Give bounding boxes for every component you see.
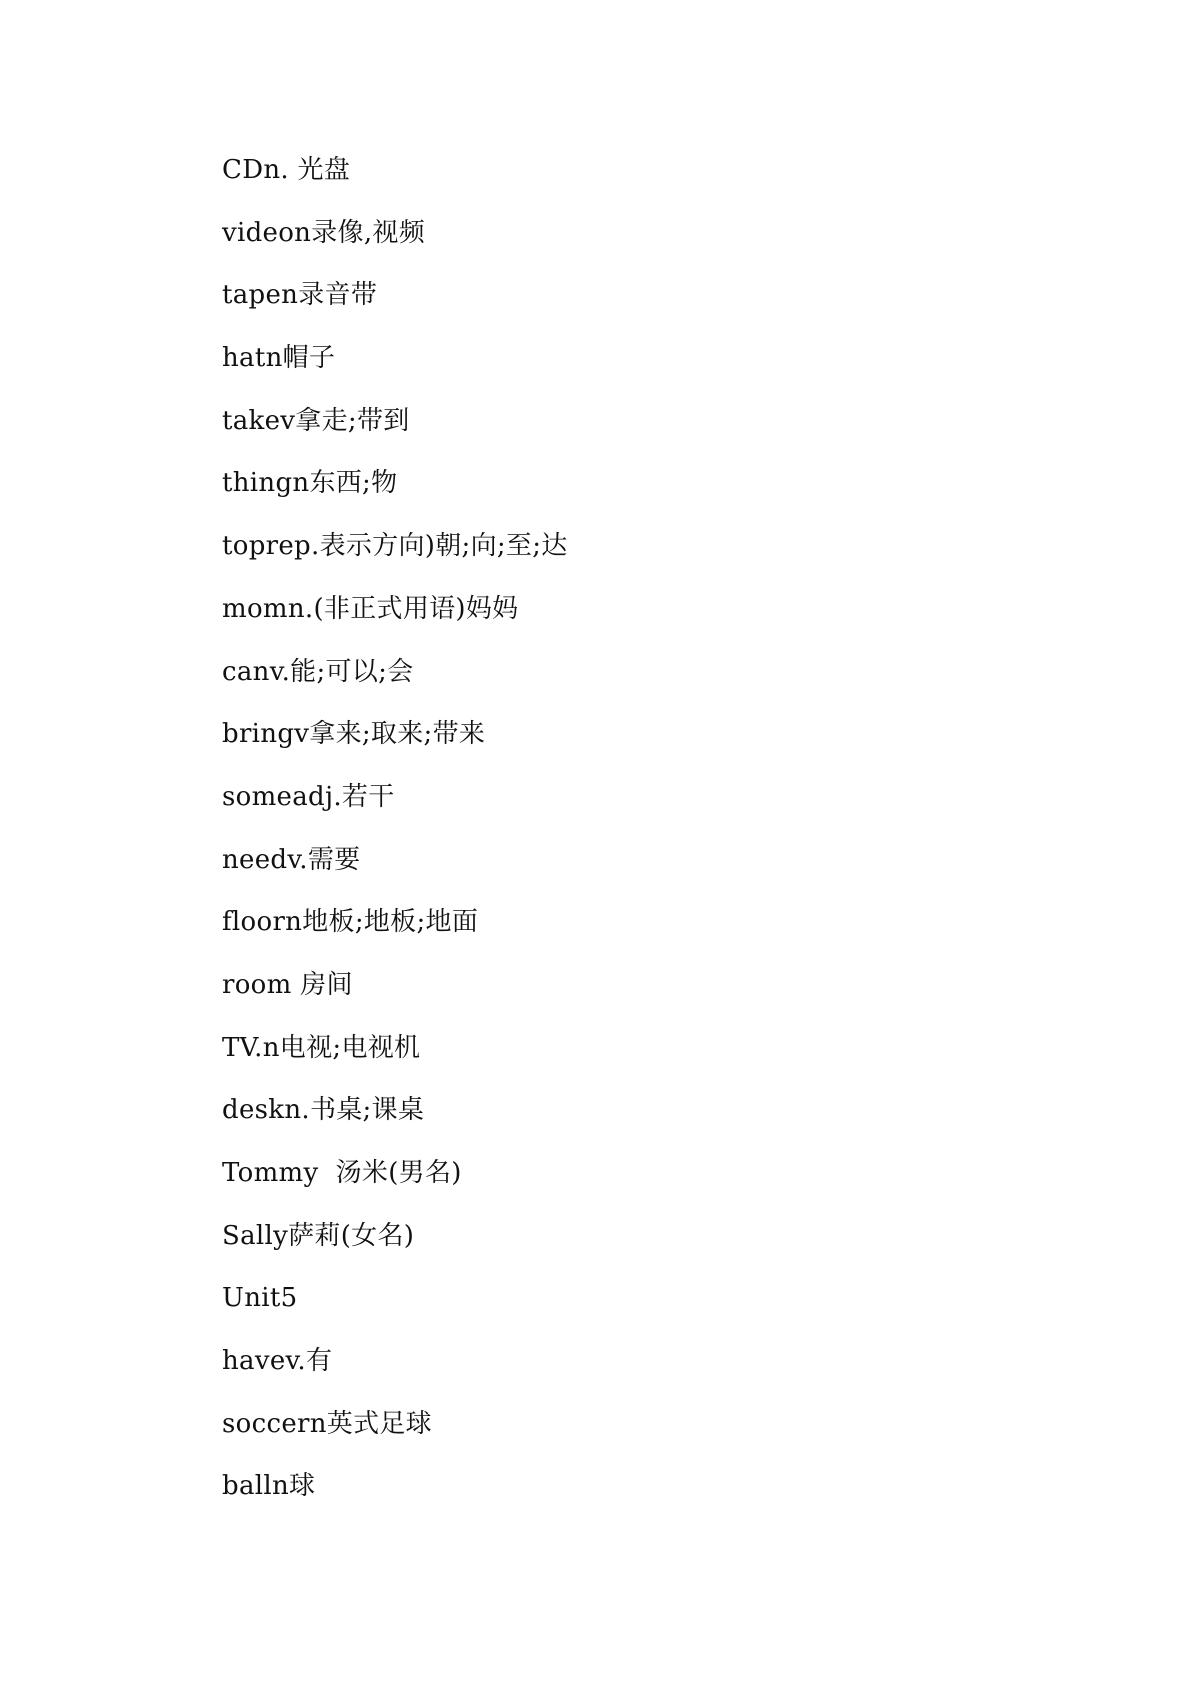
- vocab-entry-some: someadj.若干: [222, 781, 395, 812]
- vocab-entry-ball: balln球: [222, 1471, 316, 1502]
- vocab-entry-cd: CDn. 光盘: [222, 155, 351, 185]
- vocab-entry-tape: tapen录音带: [222, 280, 378, 311]
- vocab-entry-mom: momn.(非正式用语)妈妈: [222, 593, 519, 624]
- vocab-entry-thing: thingn东西;物: [222, 468, 398, 499]
- vocab-entry-sally: Sally萨莉(女名): [222, 1220, 415, 1251]
- vocab-entry-take: takev拿走;带到: [222, 405, 410, 436]
- vocab-entry-bring: bringv拿来;取来;带来: [222, 719, 486, 750]
- vocab-entry-floor: floorn地板;地板;地面: [222, 907, 479, 938]
- vocab-entry-tv: TV.n电视;电视机: [222, 1032, 421, 1063]
- vocab-entry-need: needv.需要: [222, 844, 361, 875]
- vocab-entry-room: room 房间: [222, 969, 353, 1000]
- vocab-entry-soccer: soccern英式足球: [222, 1408, 432, 1439]
- vocabulary-list: [222, 150, 568, 1529]
- vocab-entry-tommy: Tommy 汤米(男名): [222, 1158, 462, 1188]
- vocab-entry-video: videon录像,视频: [222, 217, 425, 248]
- vocab-entry-to: toprep.表示方向)朝;向;至;达: [222, 531, 568, 562]
- vocab-entry-hat: hatn帽子: [222, 343, 336, 374]
- vocab-entry-have: havev.有: [222, 1346, 333, 1377]
- vocab-entry-can: canv.能;可以;会: [222, 656, 414, 687]
- vocab-entry-desk: deskn.书桌;课桌: [222, 1095, 425, 1126]
- unit-heading: Unit5: [222, 1283, 298, 1314]
